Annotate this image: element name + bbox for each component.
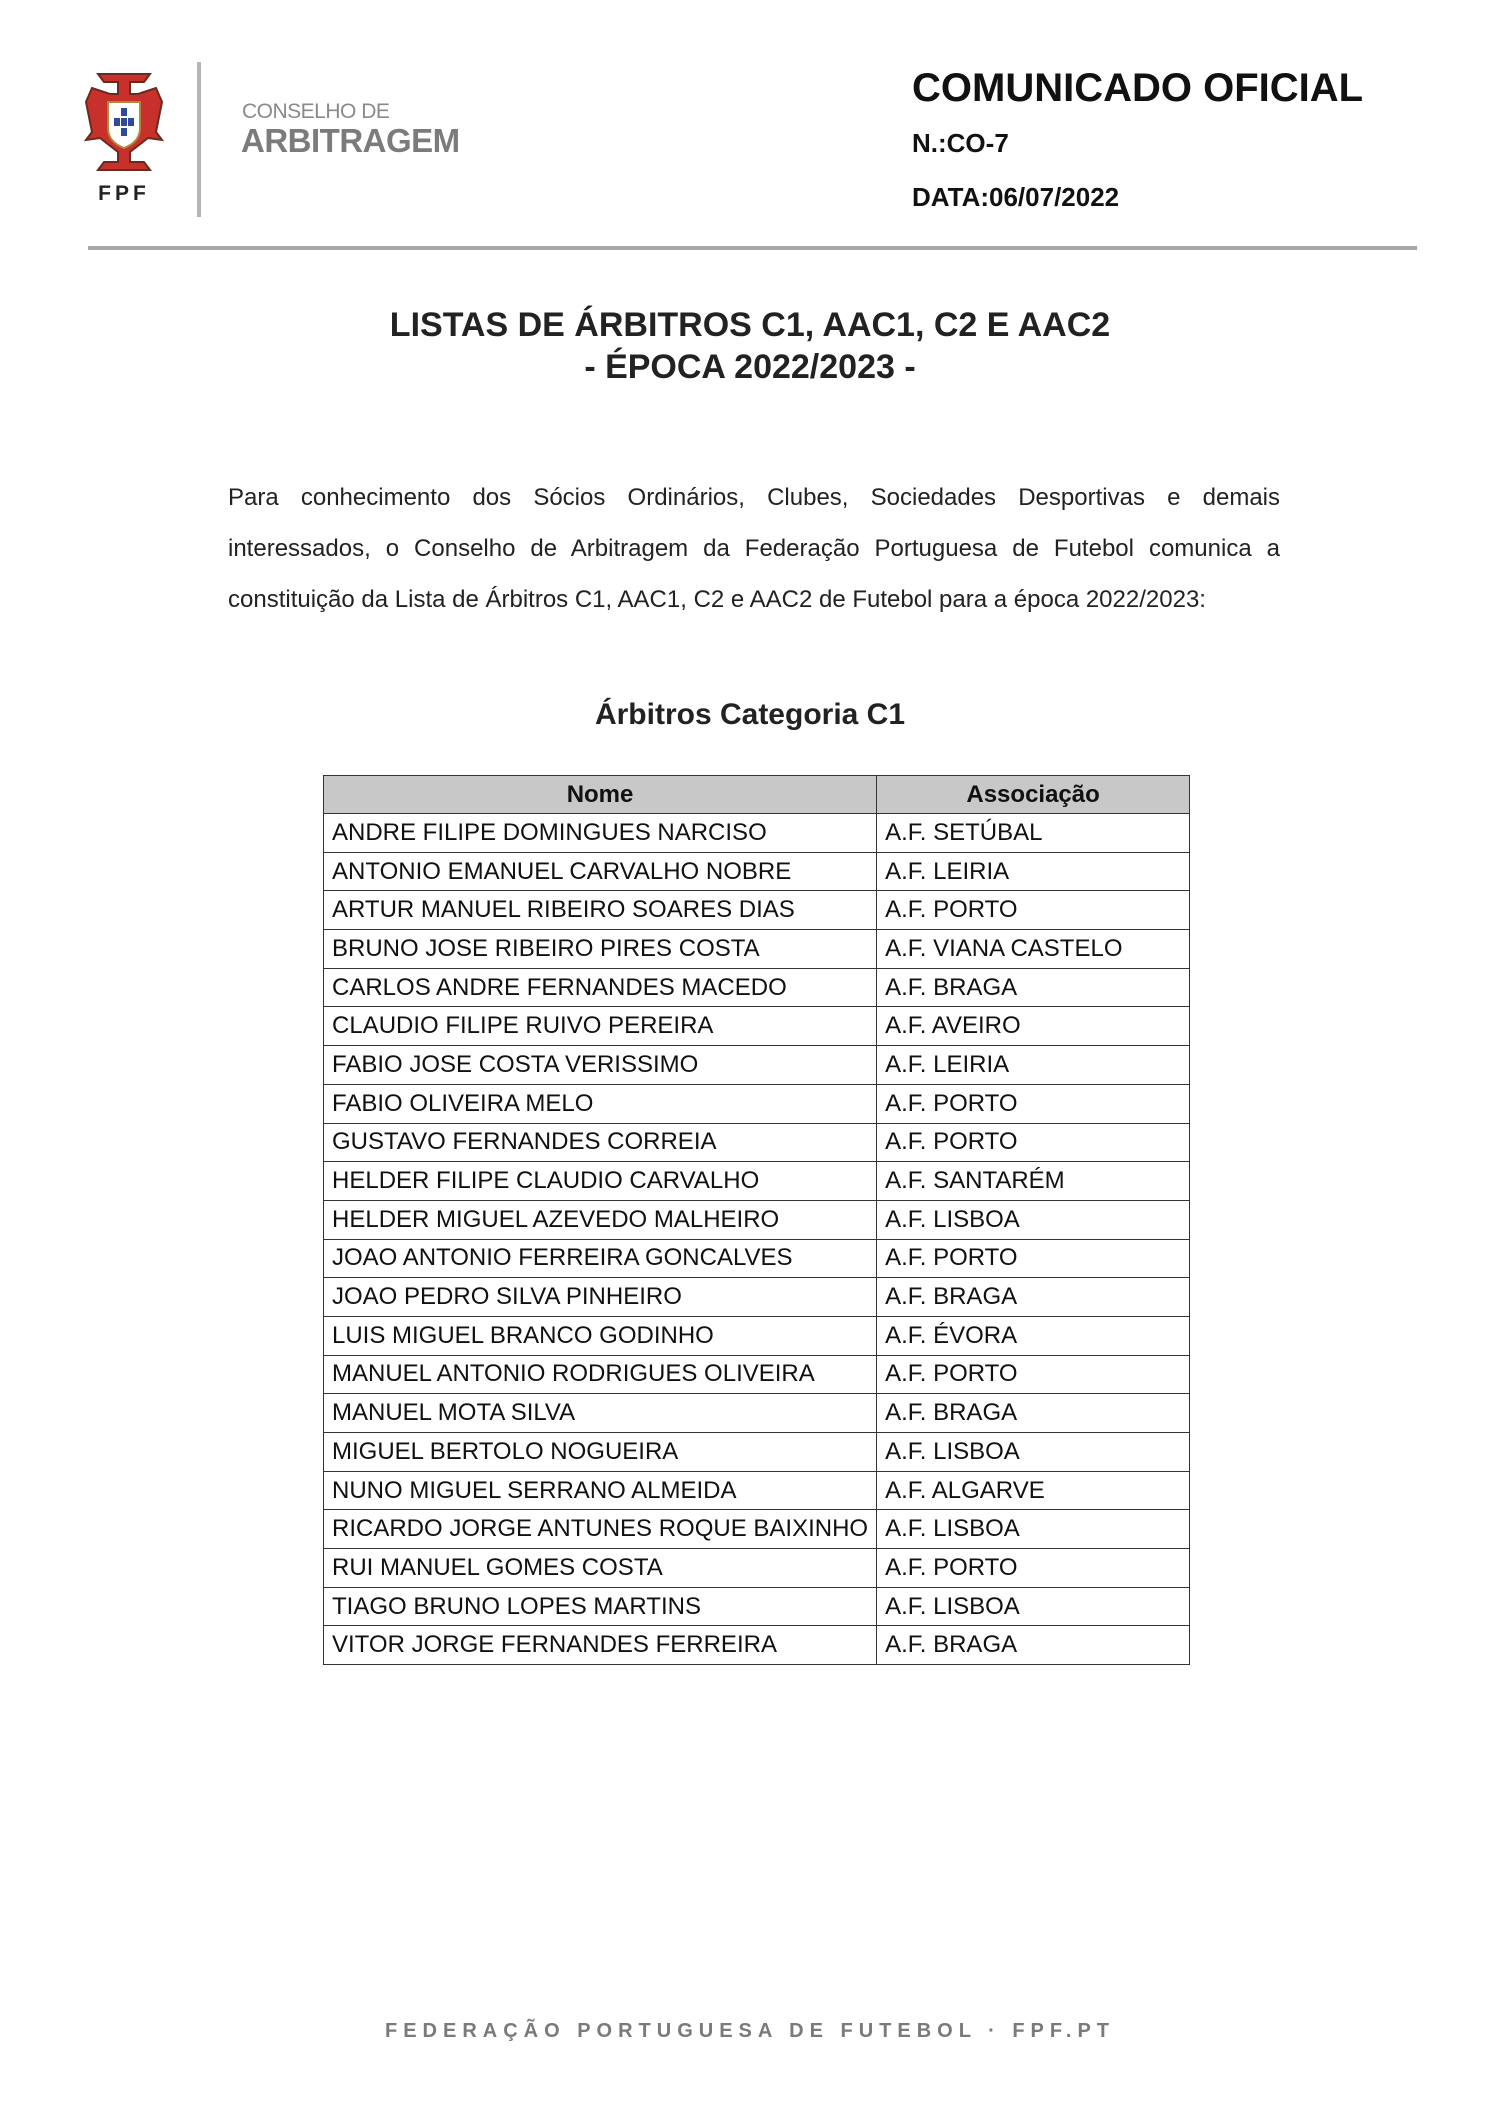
referee-name: NUNO MIGUEL SERRANO ALMEIDA xyxy=(324,1471,877,1510)
referee-association: A.F. PORTO xyxy=(877,1239,1190,1278)
referee-association: A.F. PORTO xyxy=(877,1355,1190,1394)
document-number: N.:CO-7 xyxy=(912,128,1009,158)
council-name-line2: ARBITRAGEM xyxy=(241,122,460,159)
table-row xyxy=(324,1239,1190,1278)
document-date: DATA:06/07/2022 xyxy=(912,182,1120,212)
table-row xyxy=(324,1355,1190,1394)
referee-name: ARTUR MANUEL RIBEIRO SOARES DIAS xyxy=(324,891,877,930)
referee-association: A.F. LISBOA xyxy=(877,1200,1190,1239)
section-title: Árbitros Categoria C1 xyxy=(594,698,906,731)
referee-association: A.F. ALGARVE xyxy=(877,1471,1190,1510)
referee-association: A.F. BRAGA xyxy=(877,968,1190,1007)
referee-association: A.F. SANTARÉM xyxy=(877,1162,1190,1201)
referee-name: TIAGO BRUNO LOPES MARTINS xyxy=(324,1587,877,1626)
footer: FEDERAÇÃO PORTUGUESA DE FUTEBOL · FPF.PT xyxy=(384,2020,1116,2042)
referee-name: MIGUEL BERTOLO NOGUEIRA xyxy=(324,1433,877,1472)
referee-name: BRUNO JOSE RIBEIRO PIRES COSTA xyxy=(324,930,877,969)
fpf-logo-text: FPF xyxy=(98,182,150,205)
referee-name: CARLOS ANDRE FERNANDES MACEDO xyxy=(324,968,877,1007)
referee-name: ANTONIO EMANUEL CARVALHO NOBRE xyxy=(324,852,877,891)
referee-association: A.F. AVEIRO xyxy=(877,1007,1190,1046)
referee-name: JOAO PEDRO SILVA PINHEIRO xyxy=(324,1278,877,1317)
referee-association: A.F. BRAGA xyxy=(877,1278,1190,1317)
referee-association: A.F. BRAGA xyxy=(877,1394,1190,1433)
table-row xyxy=(324,1549,1190,1588)
table-row xyxy=(324,1162,1190,1201)
table-row xyxy=(324,1200,1190,1239)
table-row xyxy=(324,1394,1190,1433)
referee-association: A.F. ÉVORA xyxy=(877,1316,1190,1355)
referee-association: A.F. LISBOA xyxy=(877,1433,1190,1472)
document-type: COMUNICADO OFICIAL xyxy=(912,66,1364,110)
referee-name: FABIO JOSE COSTA VERISSIMO xyxy=(324,1046,877,1085)
referee-name: HELDER FILIPE CLAUDIO CARVALHO xyxy=(324,1162,877,1201)
table-row xyxy=(324,1587,1190,1626)
table-row xyxy=(324,1626,1190,1665)
referee-association: A.F. SETÚBAL xyxy=(877,814,1190,853)
referee-association: A.F. LISBOA xyxy=(877,1510,1190,1549)
table-row xyxy=(324,891,1190,930)
table-row xyxy=(324,1046,1190,1085)
table-header-row xyxy=(324,776,1190,814)
table-row xyxy=(324,1123,1190,1162)
referee-association: A.F. PORTO xyxy=(877,1123,1190,1162)
referee-name: HELDER MIGUEL AZEVEDO MALHEIRO xyxy=(324,1200,877,1239)
table-row xyxy=(324,852,1190,891)
page-subtitle-season: - ÉPOCA 2022/2023 - xyxy=(584,348,916,386)
referee-association: A.F. LEIRIA xyxy=(877,1046,1190,1085)
referee-name: RICARDO JORGE ANTUNES ROQUE BAIXINHO xyxy=(324,1510,877,1549)
fpf-emblem-logo xyxy=(84,72,164,172)
table-row xyxy=(324,1316,1190,1355)
table-row xyxy=(324,1433,1190,1472)
table-row xyxy=(324,1084,1190,1123)
referee-association: A.F. PORTO xyxy=(877,891,1190,930)
referee-name: VITOR JORGE FERNANDES FERREIRA xyxy=(324,1626,877,1665)
table-row xyxy=(324,1278,1190,1317)
referee-association: A.F. VIANA CASTELO xyxy=(877,930,1190,969)
referee-association: A.F. BRAGA xyxy=(877,1626,1190,1665)
referee-association: A.F. PORTO xyxy=(877,1084,1190,1123)
table-row xyxy=(324,814,1190,853)
referee-name: RUI MANUEL GOMES COSTA xyxy=(324,1549,877,1588)
referees-table xyxy=(323,775,1190,1665)
referee-name: CLAUDIO FILIPE RUIVO PEREIRA xyxy=(324,1007,877,1046)
referee-name: ANDRE FILIPE DOMINGUES NARCISO xyxy=(324,814,877,853)
intro-paragraph: Para conhecimento dos Sócios Ordinários, Clubes, Sociedades Desportivas e demais interessados, o Conselho de Arbitragem da Federação Portuguesa de Futebol comunica a constituição da Lista de Árbitros C1, AAC1, C2 e AAC2 de Futebol para a época 2022/2023: xyxy=(228,484,1280,613)
page-title: LISTAS DE ÁRBITROS C1, AAC1, C2 E AAC2 xyxy=(389,306,1111,344)
referee-name: JOAO ANTONIO FERREIRA GONCALVES xyxy=(324,1239,877,1278)
table-row xyxy=(324,930,1190,969)
referee-association: A.F. LEIRIA xyxy=(877,852,1190,891)
column-header-association: Associação xyxy=(877,776,1190,814)
referee-association: A.F. LISBOA xyxy=(877,1587,1190,1626)
table-row xyxy=(324,968,1190,1007)
referee-name: MANUEL ANTONIO RODRIGUES OLIVEIRA xyxy=(324,1355,877,1394)
table-row xyxy=(324,1007,1190,1046)
referee-name: GUSTAVO FERNANDES CORREIA xyxy=(324,1123,877,1162)
table-row xyxy=(324,1510,1190,1549)
council-name-line1: CONSELHO DE xyxy=(242,100,390,123)
header-rule xyxy=(88,246,1417,250)
table-row xyxy=(324,1471,1190,1510)
column-header-name: Nome xyxy=(324,776,877,814)
referee-association: A.F. PORTO xyxy=(877,1549,1190,1588)
logo-divider xyxy=(197,62,201,217)
referee-name: LUIS MIGUEL BRANCO GODINHO xyxy=(324,1316,877,1355)
referee-name: MANUEL MOTA SILVA xyxy=(324,1394,877,1433)
referee-name: FABIO OLIVEIRA MELO xyxy=(324,1084,877,1123)
